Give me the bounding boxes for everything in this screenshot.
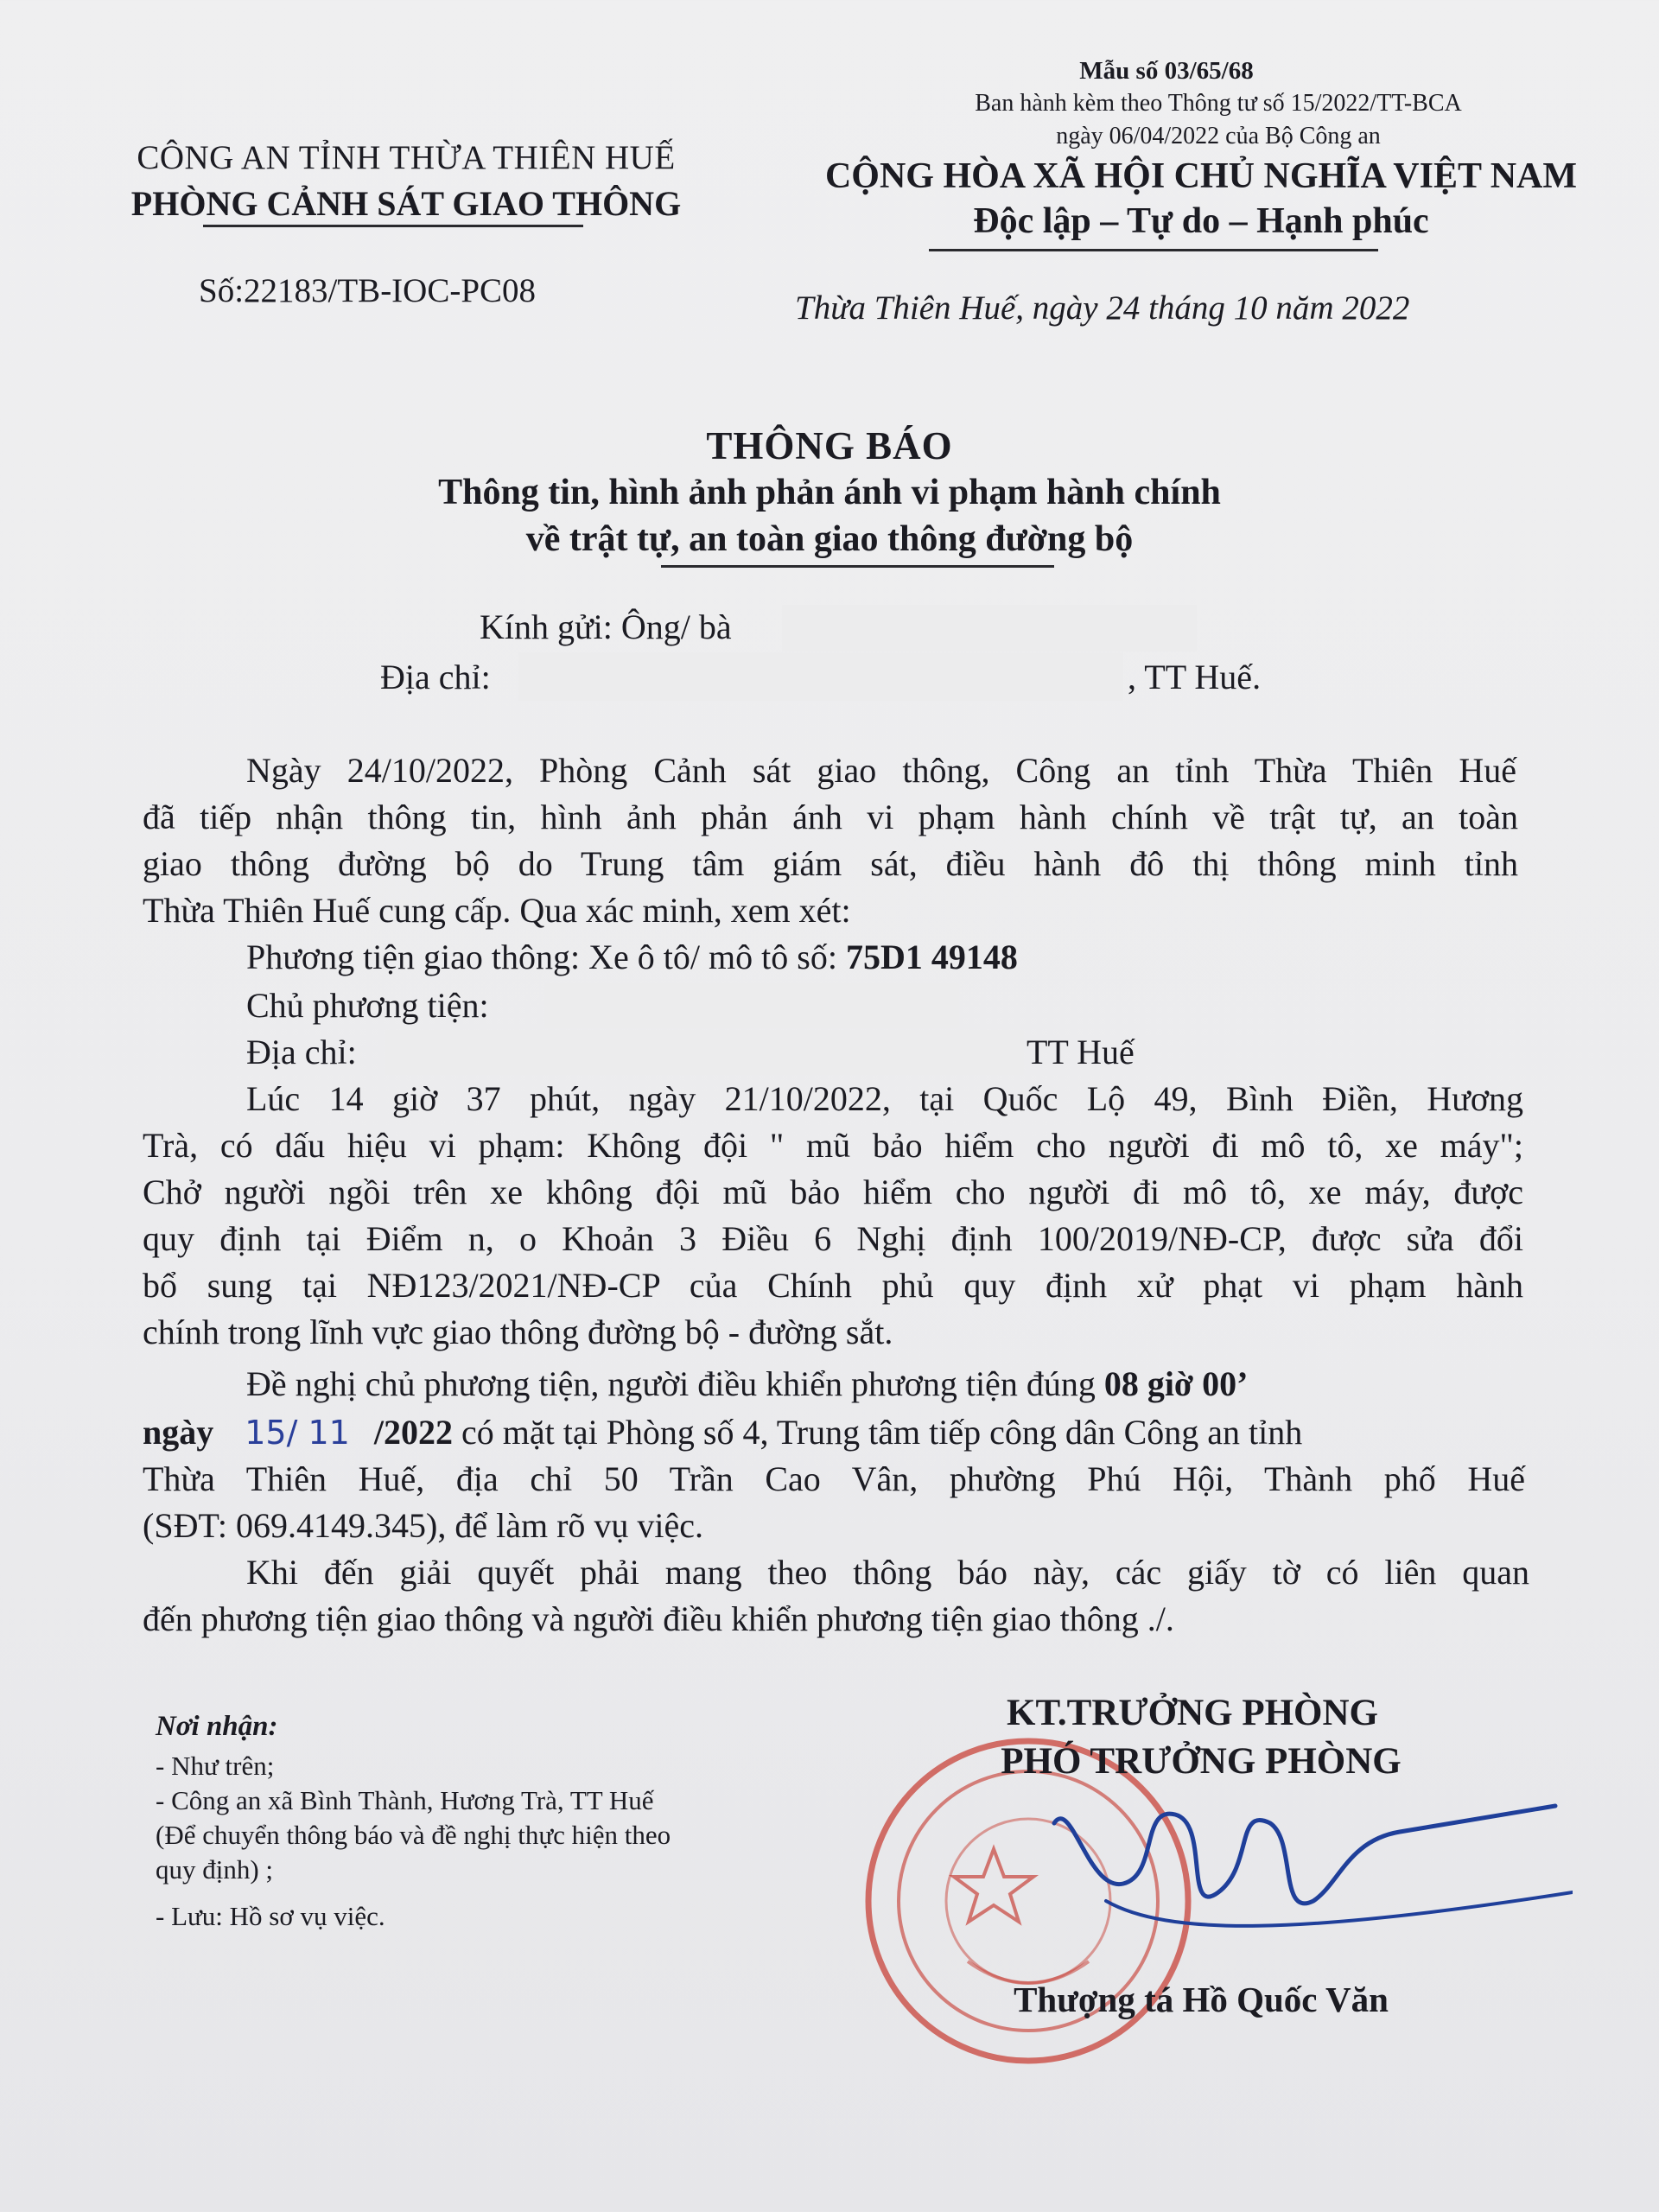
request-phone-line: (SĐT: 069.4149.345), để làm rõ vụ việc.	[143, 1506, 704, 1545]
recipient-item: (Để chuyển thông báo và đề nghị thực hiện theo	[156, 1820, 671, 1850]
place-date: Thừa Thiên Huế, ngày 24 tháng 10 năm 2022	[795, 289, 1410, 327]
document-subtitle-line1: Thông tin, hình ảnh phản ánh vi phạm hành chính	[438, 473, 1221, 512]
request-time: 08 giờ 00’	[1103, 1364, 1249, 1403]
address-label: Địa chỉ:	[380, 658, 491, 696]
violation-line: chính trong lĩnh vực giao thông đường bộ - đường sắt.	[143, 1313, 893, 1351]
document-number: Số:22183/TB-IOC-PC08	[199, 272, 537, 309]
request-date-line	[143, 1412, 1302, 1452]
request-location: có mặt tại Phòng số 4, Trung tâm tiếp công dân Công an tỉnh	[461, 1413, 1303, 1452]
form-issued-with: Ban hành kèm theo Thông tư số 15/2022/TT-BCA	[975, 90, 1462, 117]
signature-title: KT.TRƯỞNG PHÒNG	[1007, 1693, 1378, 1733]
recipient-item: - Công an xã Bình Thành, Hương Trà, TT Huế	[156, 1785, 654, 1815]
request-day-handwritten: 15/ 11	[245, 1414, 350, 1452]
document-title: THÔNG BÁO	[706, 424, 953, 467]
redacted-name	[782, 605, 1197, 652]
request-address-line: Thừa Thiên Huế, địa chỉ 50 Trần Cao Vân, phường Phú Hội, Thành phố Huế	[143, 1459, 1525, 1498]
agency-parent: CÔNG AN TỈNH THỪA THIÊN HUẾ	[137, 139, 676, 176]
address-suffix: , TT Huế.	[1128, 658, 1262, 696]
agency-underline	[203, 225, 583, 227]
paragraph-line: Thừa Thiên Huế cung cấp. Qua xác minh, xem xét:	[143, 891, 851, 930]
greeting-label: Kính gửi: Ông/ bà	[480, 607, 732, 646]
nation-motto: Độc lập – Tự do – Hạnh phúc	[973, 201, 1429, 241]
owner-address-suffix: TT Huế	[1027, 1033, 1135, 1071]
request-day-label: ngày	[143, 1413, 214, 1452]
recipient-item: - Lưu: Hồ sơ vụ việc.	[156, 1901, 385, 1931]
vehicle-label: Phương tiện giao thông: Xe ô tô/ mô tô số:	[246, 938, 837, 976]
request-line	[246, 1363, 1248, 1404]
redacted-owner-address	[385, 1030, 1024, 1075]
paragraph-line: đã tiếp nhận thông tin, hình ảnh phản ánh vi phạm hành chính về trật tự, an toàn	[143, 798, 1518, 836]
owner-address-label: Địa chỉ:	[246, 1033, 357, 1071]
owner-label: Chủ phương tiện:	[246, 986, 489, 1025]
paragraph-line: giao thông đường bộ do Trung tâm giám sát, điều hành đô thị thông minh tỉnh	[143, 844, 1518, 883]
nation-name: CỘNG HÒA XÃ HỘI CHỦ NGHĨA VIỆT NAM	[824, 156, 1578, 196]
form-issued-date: ngày 06/04/2022 của Bộ Công an	[1056, 123, 1381, 149]
violation-line: Lúc 14 giờ 37 phút, ngày 21/10/2022, tại Quốc Lộ 49, Bình Điền, Hương	[246, 1079, 1523, 1118]
request-year: /2022	[373, 1413, 453, 1452]
document-subtitle-line2: về trật tự, an toàn giao thông đường bộ	[525, 519, 1134, 559]
subtitle-underline	[661, 565, 1054, 568]
violation-line: bổ sung tại NĐ123/2021/NĐ-CP của Chính phủ quy định xử phạt vi phạm hành	[143, 1266, 1523, 1305]
closing-line: đến phương tiện giao thông và người điều khiển phương tiện giao thông ./.	[143, 1599, 1174, 1638]
redacted-owner	[544, 983, 959, 1028]
request-text: Đề nghị chủ phương tiện, người điều khiển phương tiện đúng	[246, 1364, 1096, 1403]
violation-line: quy định tại Điểm n, o Khoản 3 Điều 6 Nghị định 100/2019/NĐ-CP, được sửa đổi	[143, 1219, 1523, 1258]
recipient-item: - Như trên;	[156, 1751, 275, 1781]
motto-underline	[929, 249, 1378, 251]
agency-department: PHÒNG CẢNH SÁT GIAO THÔNG	[130, 184, 682, 223]
signature-subtitle: PHÓ TRƯỞNG PHÒNG	[1001, 1741, 1402, 1782]
handwritten-signature	[1037, 1789, 1573, 1961]
form-number: Mẫu số 03/65/68	[1079, 57, 1254, 85]
closing-line: Khi đến giải quyết phải mang theo thông báo này, các giấy tờ có liên quan	[246, 1553, 1529, 1592]
vehicle-plate: 75D1 49148	[845, 938, 1018, 976]
recipients-title: Nơi nhận:	[156, 1711, 278, 1742]
violation-line: Chở người ngồi trên xe không đội mũ bảo hiểm cho người đi mô tô, xe máy, được	[143, 1173, 1523, 1211]
redacted-address	[518, 652, 1123, 701]
signer-name: Thượng tá Hồ Quốc Văn	[1014, 1980, 1389, 2019]
vehicle-info	[246, 937, 1018, 977]
violation-line: Trà, có dấu hiệu vi phạm: Không đội " mũ bảo hiểm cho người đi mô tô, xe máy";	[143, 1126, 1523, 1165]
recipient-item: quy định) ;	[156, 1854, 274, 1885]
paragraph-line: Ngày 24/10/2022, Phòng Cảnh sát giao thông, Công an tỉnh Thừa Thiên Huế	[246, 751, 1516, 790]
